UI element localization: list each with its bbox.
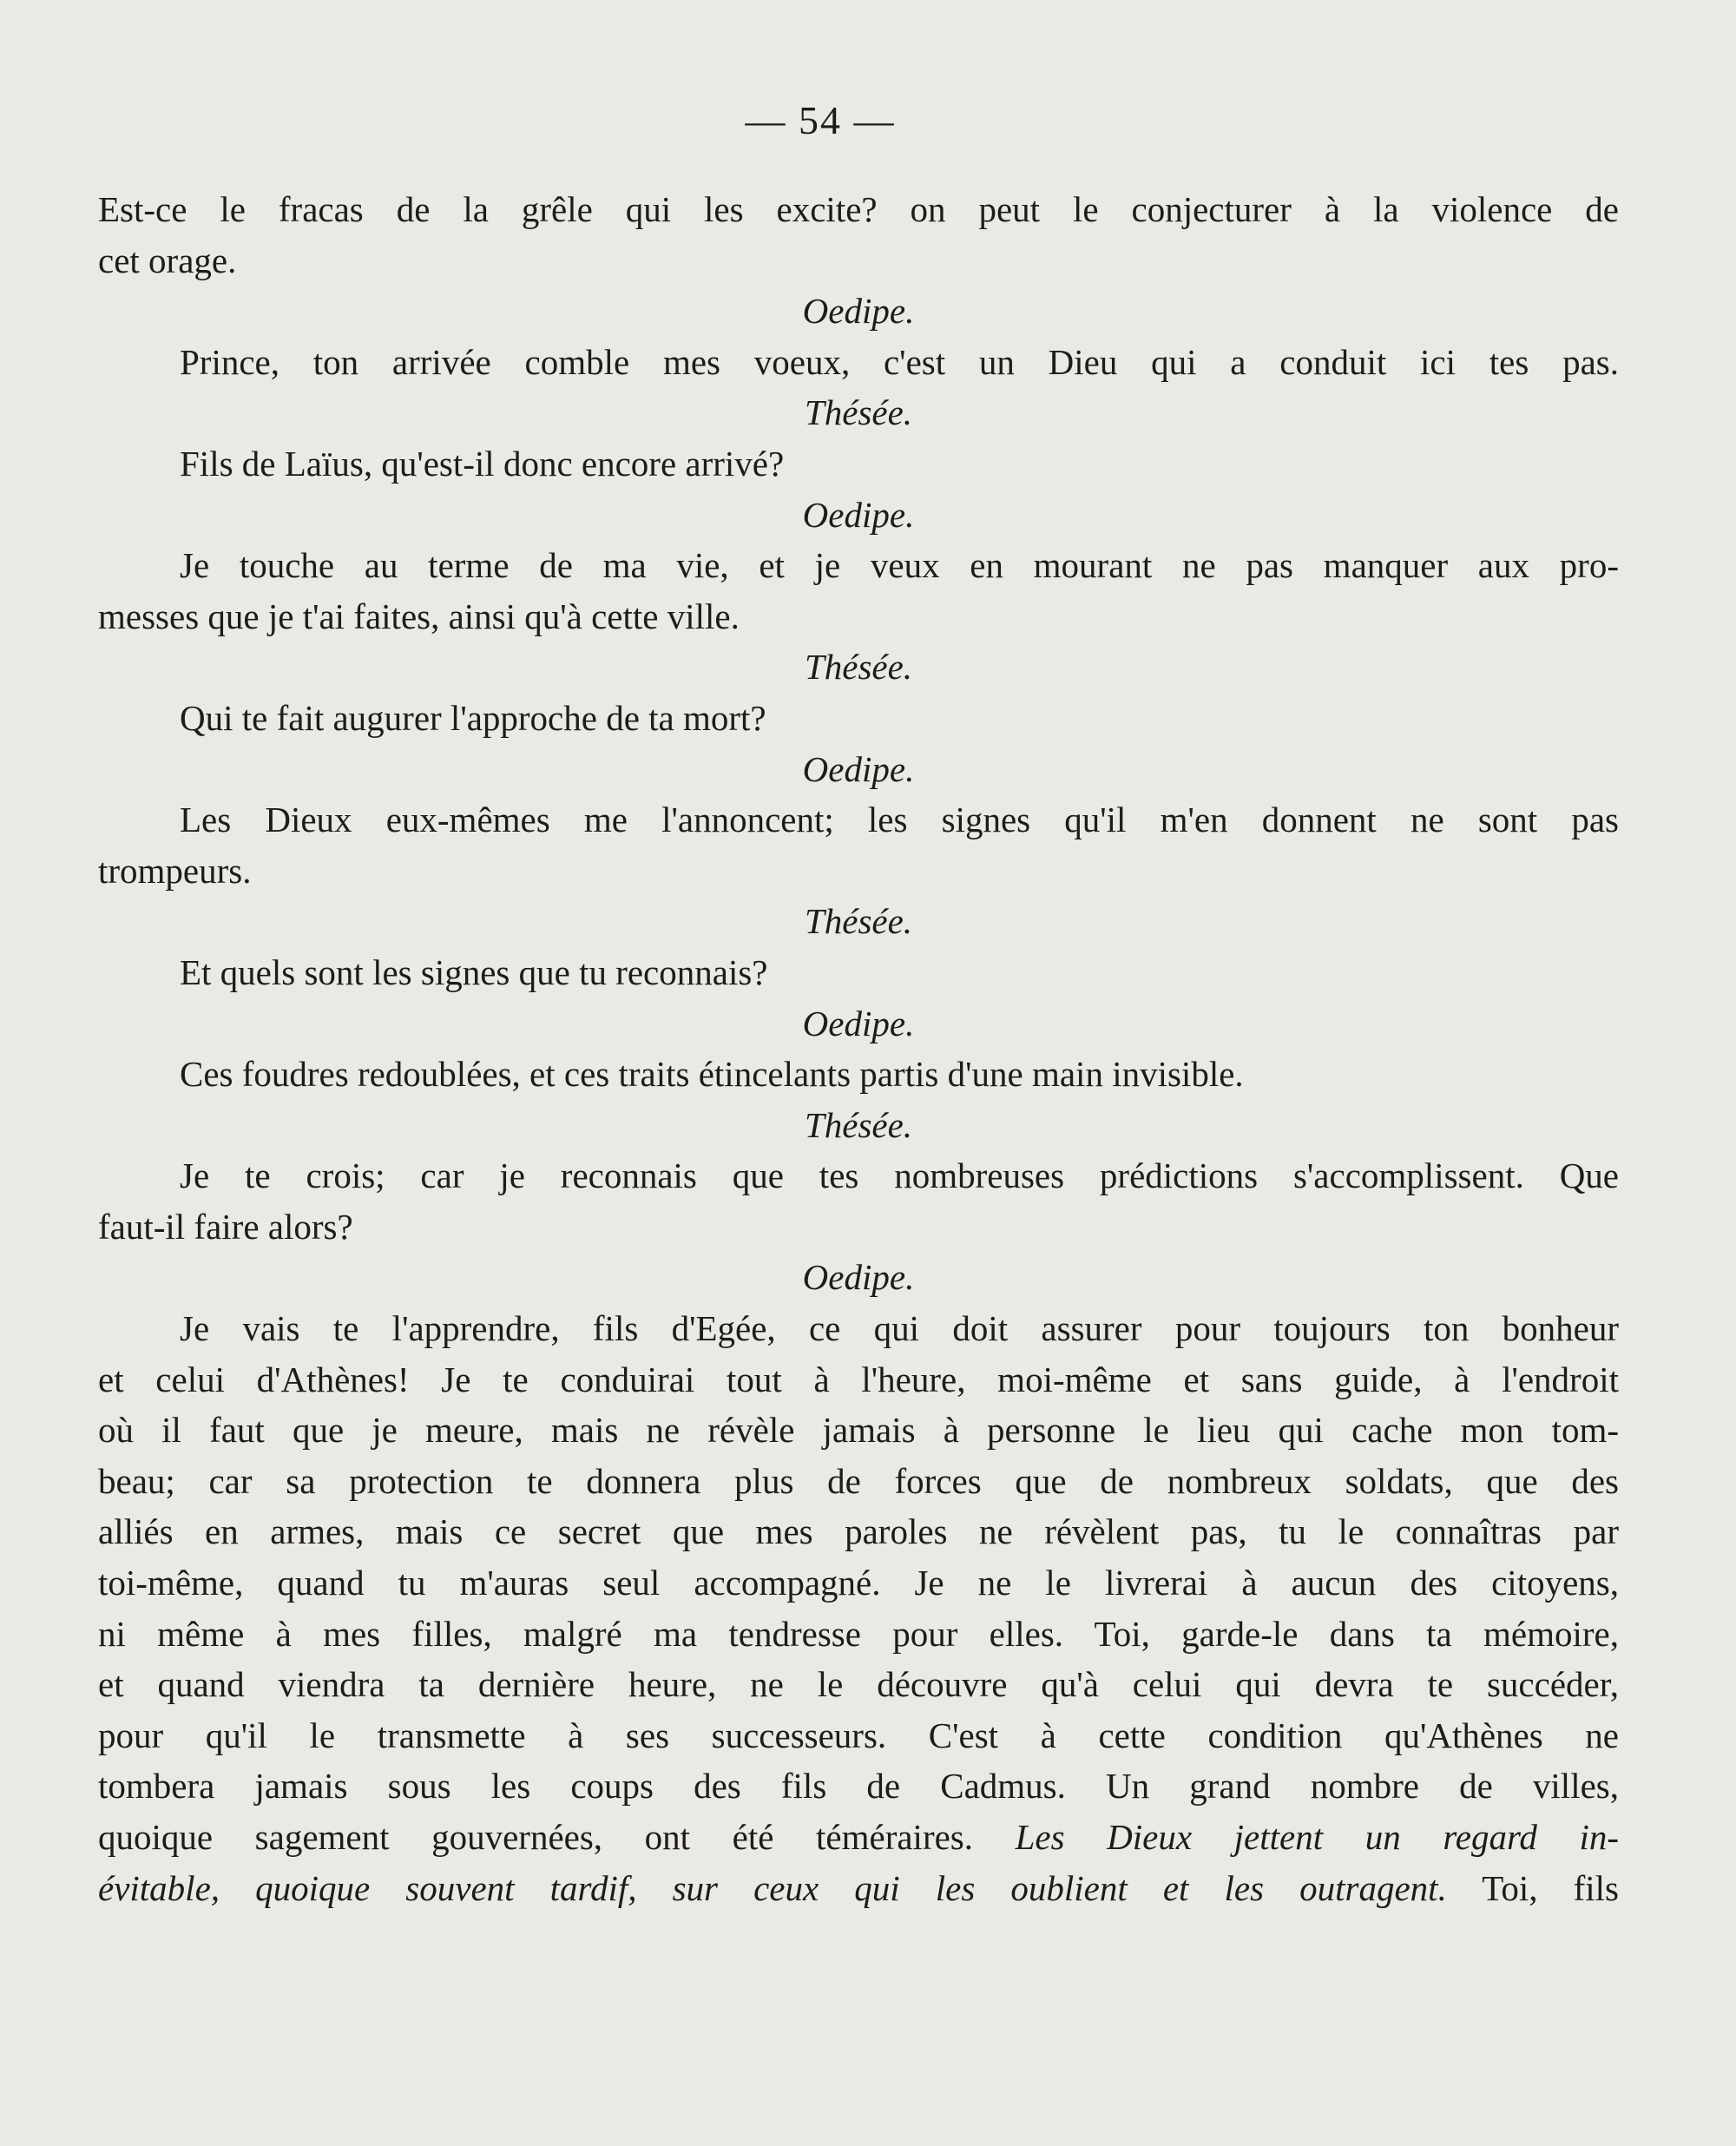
text-line: toi-même, quand tu m'auras seul accompagné. Je ne le livrerai à aucun des citoyens,	[98, 1563, 1619, 1603]
text-line: alliés en armes, mais ce secret que mes paroles ne révèlent pas, tu le connaîtras par	[98, 1511, 1619, 1552]
text-line: Je vais te l'apprendre, fils d'Egée, ce qui doit assurer pour toujours ton bonheur	[180, 1308, 1619, 1349]
speaker-name: Thésée.	[804, 901, 913, 942]
text-line: Est-ce le fracas de la grêle qui les excite? on peut le conjecturer à la violence de	[98, 189, 1619, 229]
text-line: Prince, ton arrivée comble mes voeux, c'est un Dieu qui a conduit ici tes pas.	[180, 341, 1619, 382]
text-line: Je te crois; car je reconnais que tes nombreuses prédictions s'accomplissent. Que	[180, 1155, 1619, 1196]
text-line: ni même à mes filles, malgré ma tendresse pour elles. Toi, garde-le dans ta mémoire,	[98, 1613, 1619, 1654]
speaker-name: Oedipe.	[802, 494, 915, 535]
text-line: Fils de Laïus, qu'est-il donc encore arrivé?	[180, 443, 785, 484]
speaker-name: Oedipe.	[802, 1003, 915, 1043]
body-text	[98, 184, 1619, 1913]
text-line	[98, 1863, 1619, 1914]
text-lines	[98, 184, 1619, 1812]
text-line: Qui te fait augurer l'approche de ta mort?	[180, 697, 766, 738]
speaker-name: Oedipe.	[802, 291, 915, 332]
text-line: où il faut que je meure, mais ne révèle jamais à personne le lieu qui cache mon tom-	[98, 1410, 1619, 1451]
text-line: faut-il faire alors?	[98, 1206, 353, 1247]
text-italic: Les Dieux jettent un regard in-	[1015, 1817, 1619, 1857]
text-line: tombera jamais sous les coups des fils de Cadmus. Un grand nombre de villes,	[98, 1766, 1619, 1807]
text-roman: Toi, fils	[1482, 1867, 1619, 1908]
speaker-name: Oedipe.	[802, 1257, 915, 1298]
text-line: et quand viendra ta dernière heure, ne le découvre qu'à celui qui devra te succéder,	[98, 1664, 1619, 1705]
text-italic: évitable, quoique souvent tardif, sur ceux qui les oublient et les outragent.	[98, 1867, 1447, 1908]
text-line: pour qu'il le transmette à ses successeurs. C'est à cette condition qu'Athènes ne	[98, 1715, 1619, 1755]
text-line: Ces foudres redoublées, et ces traits étincelants partis d'une main invisible.	[180, 1054, 1244, 1095]
text-line	[98, 1812, 1619, 1863]
text-line: cet orage.	[98, 240, 237, 280]
speaker-name: Oedipe.	[802, 748, 915, 789]
speaker-name: Thésée.	[804, 1104, 913, 1145]
text-line: messes que je t'ai faites, ainsi qu'à cette ville.	[98, 596, 740, 636]
text-line: Les Dieux eux-mêmes me l'annoncent; les signes qu'il m'en donnent ne sont pas	[180, 800, 1619, 840]
text-line: Je touche au terme de ma vie, et je veux en mourant ne pas manquer aux pro-	[180, 545, 1619, 586]
text-line: beau; car sa protection te donnera plus de forces que de nombreux soldats, que des	[98, 1460, 1619, 1501]
page-number: — 54 —	[745, 98, 896, 142]
text-roman: quoique sagement gouvernées, ont été téméraires.	[98, 1817, 974, 1857]
speaker-name: Thésée.	[804, 392, 913, 433]
text-line: trompeurs.	[98, 850, 252, 891]
speaker-name: Thésée.	[804, 647, 913, 688]
text-line: Et quels sont les signes que tu reconnais?	[180, 951, 768, 992]
text-line: et celui d'Athènes! Je te conduirai tout à l'heure, moi-même et sans guide, à l'endroit	[98, 1359, 1619, 1399]
